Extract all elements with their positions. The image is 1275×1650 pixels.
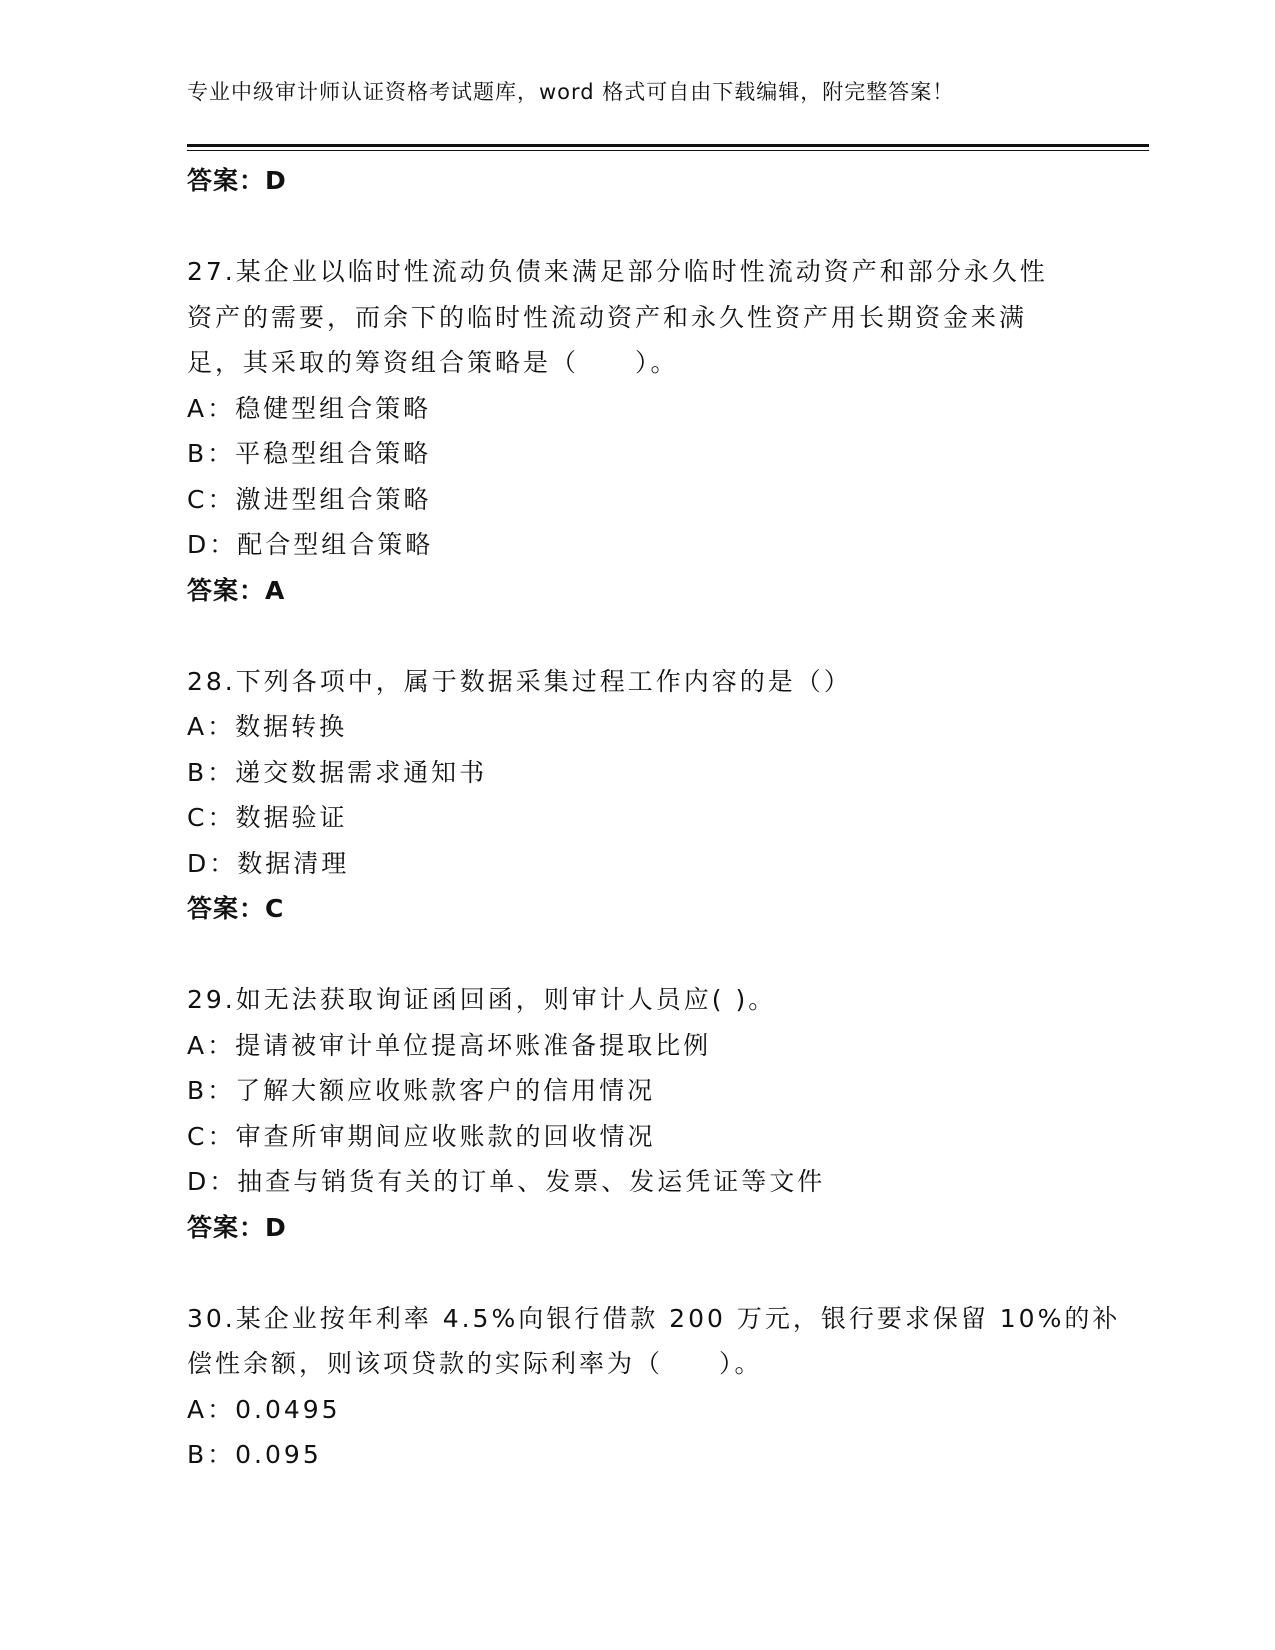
option-c: C：激进型组合策略 [187,484,432,514]
question-stem-line: 29.如无法获取询证函回函，则审计人员应( )。 [187,985,777,1014]
option-a: A：数据转换 [187,712,348,741]
question-27 [187,249,1087,613]
spacer [187,1250,1087,1296]
question-stem-line: 足，其采取的筹资组合策略是（ ）。 [187,348,679,377]
header-rule-thick [187,144,1149,147]
question-stem-line: 30.某企业按年利率 4.5%向银行借款 200 万元，银行要求保留 10%的补 [187,1303,1121,1333]
option-d: D：数据清理 [187,848,350,878]
spacer [187,932,1087,978]
header-rule-thin [187,150,1149,151]
question-stem-line: 27.某企业以临时性流动负债来满足部分临时性流动资产和部分永久性 [187,257,1048,286]
option-b: B：平稳型组合策略 [187,439,432,468]
option-a: A：0.0495 [187,1394,341,1424]
question-stem-line: 偿性余额，则该项贷款的实际利率为（ ）。 [187,1349,763,1378]
question-29 [187,977,1087,1250]
answer-line: 答案：A [187,575,286,605]
option-c: C：审查所审期间应收账款的回收情况 [187,1121,656,1151]
question-stem-line: 资产的需要，而余下的临时性流动资产和永久性资产用长期资金来满 [187,302,1028,332]
page-header: 专业中级审计师认证资格考试题库，word 格式可自由下载编辑，附完整答案！ [187,80,955,104]
option-d: D：抽查与销货有关的订单、发票、发运凭证等文件 [187,1167,826,1196]
option-c: C：数据验证 [187,803,348,832]
option-a: A：提请被审计单位提高坏账准备提取比例 [187,1030,712,1060]
question-stem-line: 28.下列各项中，属于数据采集过程工作内容的是（） [187,666,852,696]
question-30 [187,1296,1121,1478]
spacer [187,613,1087,659]
option-b: B：了解大额应收账款客户的信用情况 [187,1076,656,1105]
option-b: B：递交数据需求通知书 [187,757,488,787]
answer-line: 答案：C [187,894,285,923]
option-a: A：稳健型组合策略 [187,393,432,423]
option-d: D：配合型组合策略 [187,530,434,559]
question-list [187,158,1121,1478]
option-b: B：0.095 [187,1440,322,1469]
question-28 [187,659,1087,932]
answer-line: 答案：D [187,1212,287,1242]
spacer [187,204,1087,250]
answer-line: 答案：D [187,166,287,195]
